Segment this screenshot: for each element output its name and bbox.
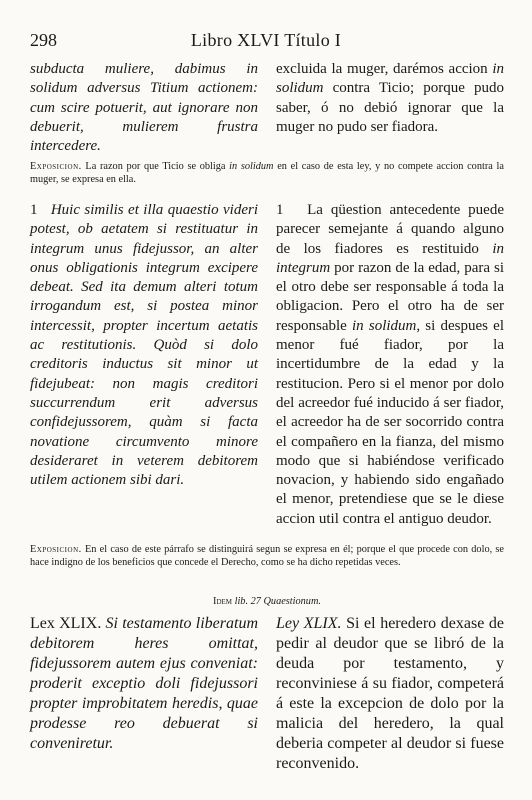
spanish-ley-49: Ley XLIX. Si el heredero dexase de pedir al deudor que se libró de la deuda por testamento, y reconviniese á su fiador, competerá á este la excepcion de dolo por la malicia del heredero, la qual deberia competer al deudor si fuese reconvenido.	[276, 615, 505, 772]
paragraph-number: 1	[276, 202, 284, 218]
exposicion-label: Exposicion.	[30, 161, 82, 172]
running-title: Libro XLVI Título I	[190, 30, 342, 50]
exposicion-label: Exposicion.	[30, 544, 82, 555]
latin-lex-49: Lex XLIX. Si testamento liberatum debitorem heres omittat, fidejussorem autem ejus conveniat: proderit exceptio doli fidejussori propter improbitatem heredis, quae prodesse reo debuerat si conveniretur.	[30, 615, 259, 752]
spanish-paragraph: excluida la muger, darémos accion in solidum contra Ticio; porque pudo saber, ó no debió ignorar que la muger no pudo ser fiadora.	[276, 61, 504, 135]
page-header	[30, 30, 502, 52]
source-citation: Idem lib. 27 Quaestionum.	[213, 596, 321, 607]
exposicion-note-2: Exposicion. En el caso de este párrafo se distinguirá segun se expresa en él; porque el que procede con dolo, se hace indigno de los beneficios que concede el Derecho, como se ha dicho repetidas veces.	[30, 544, 504, 568]
lex-heading: Lex XLIX.	[30, 615, 102, 632]
latin-text-continuation	[30, 60, 258, 156]
paragraph-number: 1	[30, 202, 38, 218]
spanish-paragraph-1: 1 La qüestion antecedente puede parecer semejante á quando alguno de los fiadores es restituido in integrum por razon de la edad, para si el otro debe ser responsable á toda la obligacion. Pero el otro ha de ser responsable in solidum, si despues el menor fué fiador, por la incertidumbre de la edad y la restitucion. Pero si el menor por dolo del acreedor fué inducido á ser fiador, el acreedor ha de ser socorrido contra el compañero en la fianza, del mismo modo que si habiéndose verificado novacion, y habiendo sido engañado el menor, pretendiese que se le diese accion util contra el antiguo deudor.	[276, 202, 504, 527]
exposicion-note-1: Exposicion. La razon por que Ticio se obliga in solidum en el caso de esta ley, y no compete accion contra la muger, se expresa en ella.	[30, 161, 504, 185]
latin-paragraph: subducta muliere, dabimus in solidum adversus Titium actionem: cum scire potuerit, aut ignorare non debuerit, mulierem frustra intercedere.	[30, 61, 258, 155]
spanish-text-continuation	[276, 60, 504, 137]
latin-paragraph-1: 1 Huic similis et illa quaestio videri potest, ob aetatem si restituatur in integrum unus fidejussor, an alter onus obligationis integrum excipere debeat. Sed ita demum alteri totum irrogandum est, si postea minor intercessit, propter incertum aetatis ac restitutionis. Quòd si dolo creditoris inductus sit minor ut fidejubeat: non magis creditori succurrendum erit adversus confidejussorem, quàm si facta novatione circumvento minore desideraret in veterem debitorem utilem actionem sibi dari.	[30, 202, 259, 489]
ley-heading: Ley XLIX.	[276, 615, 342, 632]
page-number: 298	[30, 30, 57, 50]
